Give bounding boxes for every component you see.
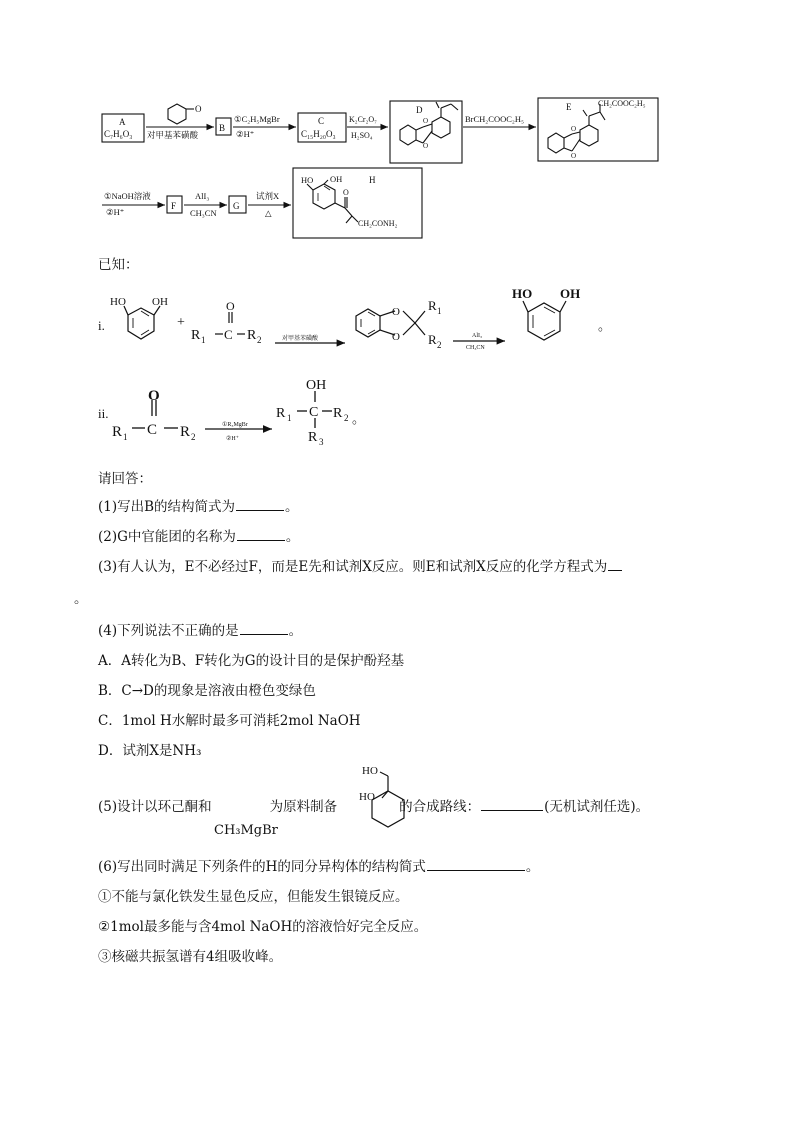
condition-3: ③核磁共振氢谱有4组吸收峰。	[98, 949, 283, 965]
ii-product-r1: R	[276, 406, 286, 421]
reactant-r2: R	[247, 328, 257, 343]
question-2-text: (2)G中官能团的名称为	[98, 529, 236, 545]
box-c-formula: C₁₅H₂₀O₃	[301, 129, 336, 139]
reagent-fg-top: AlI₃	[195, 191, 210, 201]
answer-blank-1[interactable]	[236, 498, 284, 511]
e-oxygen-2: O	[571, 152, 577, 160]
known-ii-arrow-top: ①R₃MgBr	[222, 422, 248, 428]
ketal-r1: R	[428, 298, 437, 313]
option-b: B．C→D的现象是溶液由橙色变绿色	[98, 683, 316, 699]
box-c-label: C	[318, 116, 325, 126]
reagent-ef-2: ②H⁺	[106, 207, 125, 217]
known-reaction-i	[0, 284, 800, 374]
question-5-part-b: 为原料制备	[269, 799, 338, 815]
question-5-part-a: (5)设计以环己酮和	[98, 799, 212, 815]
product-ho: HO	[512, 286, 533, 301]
q1-period: 。	[285, 499, 299, 515]
box-e-label: E	[566, 102, 572, 112]
ii-product-r2-sub: 2	[344, 413, 349, 423]
question-2	[98, 528, 299, 546]
known-i-arrow1: 对甲基苯磺酸	[282, 336, 319, 342]
known-ii-arrow-bottom: ②H⁺	[226, 436, 239, 442]
q5-reagent: CH₃MgBr	[214, 823, 278, 838]
reagent-gh-bottom: △	[265, 208, 272, 218]
known-reaction-ii	[0, 372, 800, 452]
reagent-ef-1: ①NaOH溶液	[104, 191, 151, 201]
known-i-arrow2-bottom: CH₃CN	[466, 345, 485, 351]
questions-intro: 请回答：	[98, 471, 152, 487]
d-oxygen-2: O	[423, 142, 429, 150]
ii-product-r2: R	[333, 406, 343, 421]
reagent-gh-top: 试剂X	[256, 191, 280, 201]
catechol-oh: OH	[152, 296, 168, 308]
q2-period: 。	[285, 529, 300, 545]
condition-2: ②1mol最多能与含4mol NaOH的溶液恰好完全反应。	[98, 919, 428, 935]
option-a: A．A转化为B、F转化为G的设计目的是保护酚羟基	[98, 653, 405, 669]
question-6	[98, 858, 539, 876]
ii-product-r3: R	[308, 430, 318, 445]
reagent-bc-1: ①C₂H₅MgBr	[234, 114, 280, 124]
product-oh: OH	[560, 286, 581, 301]
ketal-r1-sub: 1	[437, 306, 442, 316]
ii-product-r3-sub: 3	[319, 437, 324, 447]
e-oxygen-1: O	[571, 125, 577, 133]
ii-product-r1-sub: 1	[287, 413, 292, 423]
condition-1: ①不能与氯化铁发生显色反应，但能发生银镜反应。	[98, 889, 409, 905]
answer-blank-4[interactable]	[240, 622, 288, 635]
known-heading: 已知：	[98, 257, 139, 273]
question-4	[98, 622, 302, 640]
reagent-ab: 对甲基苯磺酸	[147, 130, 199, 140]
reagent-bc-2: ②H⁺	[236, 129, 255, 139]
h-carbonyl-o: O	[343, 188, 349, 197]
reactant-r1-sub: 1	[201, 335, 206, 345]
question-3	[98, 558, 623, 576]
ii-r1-sub: 1	[123, 432, 128, 442]
ii-ketone-c: C	[147, 422, 158, 438]
catechol-ho: HO	[110, 296, 126, 308]
d-oxygen-1: O	[423, 117, 429, 125]
ii-product-c: C	[309, 405, 319, 420]
reagent-fg-bottom: CH₃CN	[190, 208, 217, 218]
known-i-period: 。	[598, 318, 612, 333]
known-i-arrow2-top: AlI₃	[472, 333, 483, 339]
question-6-text: (6)写出同时满足下列条件的H的同分异构体的结构简式	[98, 859, 426, 875]
answer-blank-6[interactable]	[427, 858, 525, 871]
synthesis-scheme	[0, 0, 800, 250]
reactant-r1: R	[191, 328, 201, 343]
reagent-cd-top: K₂Cr₂O₇	[349, 115, 377, 124]
box-g-label: G	[233, 201, 240, 211]
box-b-label: B	[219, 123, 226, 133]
ketone-c: C	[224, 327, 233, 342]
box-a-formula: C₇H₆O₃	[104, 129, 133, 139]
q6-period: 。	[525, 859, 540, 875]
option-d: D．试剂X是NH₃	[98, 743, 202, 759]
ketal-o2: O	[392, 331, 400, 343]
box-h-label: H	[369, 175, 376, 185]
question-5-part-c: 的合成路线：	[399, 799, 481, 815]
box-f-label: F	[171, 201, 177, 211]
q5-target-molecule	[350, 760, 420, 835]
ketal-r2-sub: 2	[437, 340, 442, 350]
ketal-r2: R	[428, 332, 437, 347]
ketone-o: O	[226, 299, 235, 313]
answer-blank-5[interactable]	[481, 798, 543, 811]
q5-mol-ho-2: HO	[359, 791, 375, 803]
answer-blank-3[interactable]	[608, 558, 622, 571]
question-3-text: (3)有人认为，E不必经过F，而是E先和试剂X反应。则E和试剂X反应的化学方程式为	[98, 559, 608, 575]
plus-sign: +	[177, 315, 185, 330]
ii-r2: R	[180, 424, 191, 440]
question-1-text: (1)写出B的结构简式为	[98, 499, 236, 515]
answer-blank-2[interactable]	[237, 528, 285, 541]
question-5-part-d: (无机试剂任选)。	[544, 799, 650, 815]
cyclohexanone-oxygen: O	[195, 104, 202, 114]
question-3-period: 。	[74, 591, 88, 607]
box-e-side-chain: CH₂COOC₂H₅	[598, 99, 646, 108]
known-i-label: i.	[98, 318, 105, 333]
reagent-de: BrCH₂COOC₂H₅	[465, 114, 524, 124]
box-h-side-chain: CH₂CONH₂	[358, 219, 398, 228]
question-4-text: (4)下列说法不正确的是	[98, 623, 239, 639]
q5-mol-ho-1: HO	[362, 765, 378, 777]
known-ii-period: 。	[352, 411, 366, 426]
option-c: C．1mol H水解时最多可消耗2mol NaOH	[98, 713, 361, 729]
box-d-label: D	[416, 105, 423, 115]
q4-period: 。	[288, 623, 303, 639]
question-1	[98, 498, 299, 516]
reagent-cd-bottom: H₂SO₄	[351, 131, 373, 140]
box-a-label: A	[119, 117, 126, 127]
known-ii-label: ii.	[98, 406, 109, 421]
ii-r2-sub: 2	[191, 432, 196, 442]
h-oh-2: OH	[330, 174, 343, 184]
ii-ketone-o: O	[148, 388, 160, 404]
reactant-r2-sub: 2	[257, 335, 262, 345]
h-oh-1: HO	[301, 175, 314, 185]
ii-r1: R	[112, 424, 123, 440]
ketal-o1: O	[392, 306, 400, 318]
ii-product-oh: OH	[306, 378, 327, 393]
